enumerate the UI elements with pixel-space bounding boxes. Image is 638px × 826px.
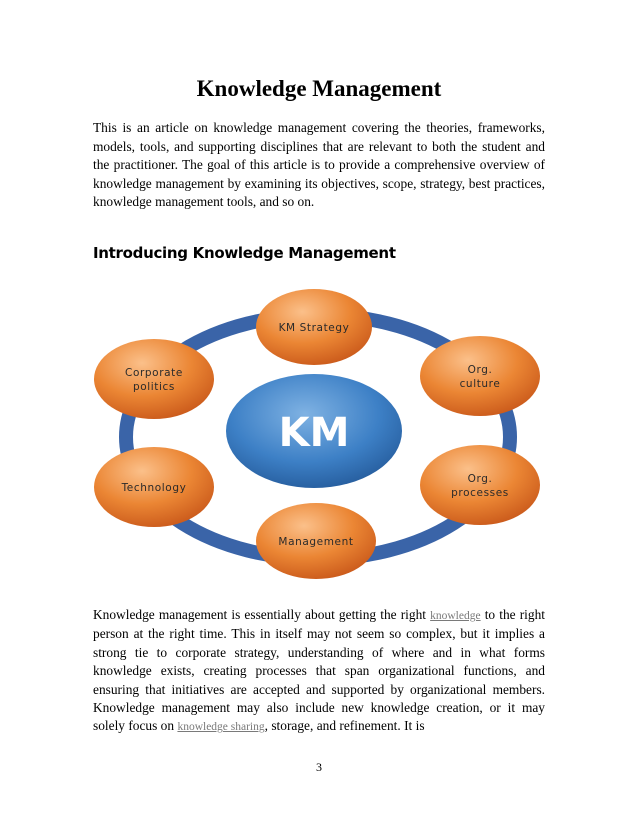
body-text-2: to the right person at the right time. This in itself may not seem so complex, but it implies a strong tie to corporate strategy, understanding of where and in what forms knowledge exists, creating processes that span organizational functions, and ensuring that initiatives are accepted and supported by organizational members. Knowledge management may also include new knowledge creation, or it may solely focus on <box>93 607 546 734</box>
node-corporate-politics <box>94 339 214 419</box>
body-text-1: Knowledge management is essentially about getting the right <box>93 607 431 622</box>
node-org-processes-label-1: Org. <box>467 473 493 485</box>
node-km-strategy-label: KM Strategy <box>278 322 350 334</box>
node-km-strategy <box>256 289 372 365</box>
center-km-node <box>226 374 402 488</box>
knowledge-sharing-link[interactable]: knowledge sharing <box>177 721 265 734</box>
page-title: Knowledge Management <box>196 76 442 101</box>
page-number: 3 <box>316 760 322 774</box>
node-org-processes-label-2: processes <box>451 487 509 499</box>
node-corporate-politics-label-2: politics <box>132 381 176 393</box>
node-org-culture-label-2: culture <box>459 378 501 390</box>
body-paragraph <box>93 606 545 737</box>
node-org-culture <box>420 336 540 416</box>
center-km-label: KM <box>278 410 350 456</box>
node-technology <box>94 447 214 527</box>
node-corporate-politics-label-1: Corporate <box>125 367 183 379</box>
node-management-label: Management <box>278 536 354 548</box>
node-org-processes <box>420 445 540 525</box>
node-management <box>256 503 376 579</box>
knowledge-link[interactable]: knowledge <box>430 610 481 622</box>
km-cycle-diagram <box>88 275 548 585</box>
node-technology-label: Technology <box>121 482 187 494</box>
node-org-culture-label-1: Org. <box>467 364 493 376</box>
body-text-3: , storage, and refinement. It is <box>264 718 425 734</box>
section-heading: Introducing Knowledge Management <box>93 244 396 262</box>
intro-paragraph: This is an article on knowledge management covering the theories, frameworks, models, tools, and supporting disciplines that are relevant to both the student and the practitioner. The goal of this article is to provide a comprehensive overview of knowledge management by examining its objectives, scope, strategy, best practices, knowledge management tools, and so on. <box>93 120 545 210</box>
